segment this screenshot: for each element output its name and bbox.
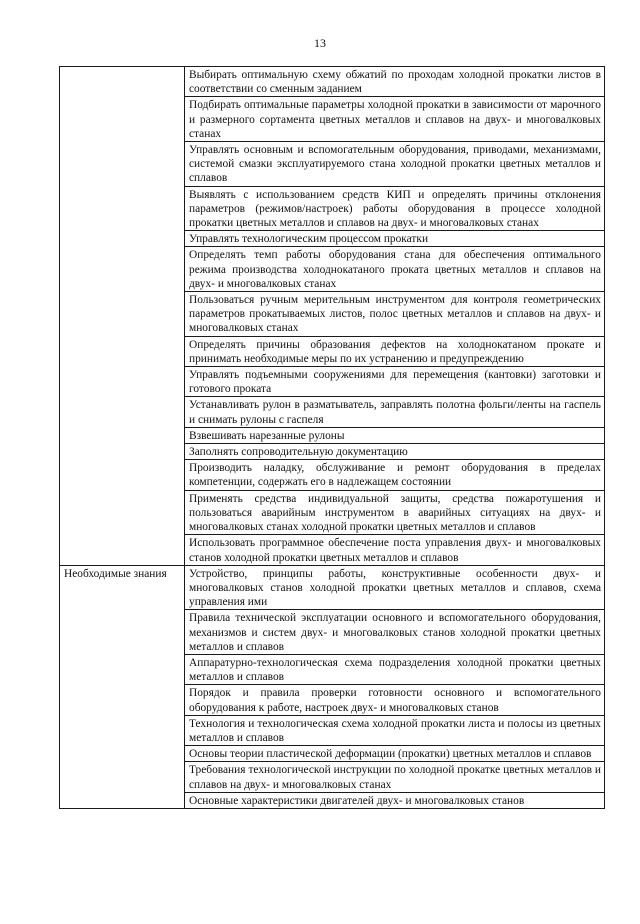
requirement-item: Определять причины образования дефектов на холоднокатаном прокате и принимать необходимые меры по их устранению и предупреждению (185, 336, 605, 366)
requirement-item: Порядок и правила проверки готовности основного и вспомогательного оборудования к работе, настроек двух- и многовалковых станов (185, 685, 605, 715)
requirement-item: Управлять подъемными сооружениями для перемещения (кантовки) заготовки и готового проката (185, 367, 605, 397)
requirement-item: Производить наладку, обслуживание и ремонт оборудования в пределах компетенции, содержать его в надлежащем состоянии (185, 460, 605, 490)
requirement-item: Выявлять с использованием средств КИП и определять причины отклонения параметров (режимов/настроек) работы оборудования в процессе холодной прокатки цветных металлов и сплавов на двух- и многовалковых станах (185, 186, 605, 231)
requirement-item: Пользоваться ручным мерительным инструментом для контроля геометрических параметров прокатываемых листов, полос цветных металлов и сплавов на двух- и многовалковых станах (185, 292, 605, 337)
requirement-item: Основы теории пластической деформации (прокатки) цветных металлов и сплавов (185, 746, 605, 762)
requirement-item: Взвешивать нарезанные рулоны (185, 427, 605, 443)
requirement-item: Определять темп работы оборудования стана для обеспечения оптимального режима производства холоднокатаного проката цветных металлов и сплавов на двух- и многовалковых станах (185, 247, 605, 292)
requirement-item: Использовать программное обеспечение поста управления двух- и многовалковых станов холодной прокатки цветных металлов и сплавов (185, 535, 605, 565)
requirement-item: Технология и технологическая схема холодной прокатки листа и полосы из цветных металлов и сплавов (185, 715, 605, 745)
section-label (60, 67, 185, 566)
table-body (60, 67, 605, 809)
requirement-item: Правила технической эксплуатации основного и вспомогательного оборудования, механизмов и систем двух- и многовалковых станов холодной прокатки цветных металлов и сплавов (185, 610, 605, 655)
requirement-item: Устройство, принципы работы, конструктивные особенности двух- и многовалковых станов холодной прокатки цветных металлов и сплавов, схема управления ими (185, 565, 605, 610)
competency-table (59, 66, 605, 809)
section-label: Необходимые знания (60, 565, 185, 808)
requirement-item: Требования технологической инструкции по холодной прокатке цветных металлов и сплавов на двух- и многовалковых станах (185, 762, 605, 792)
requirement-item: Применять средства индивидуальной защиты, средства пожаротушения и пользоваться аварийным инструментом в аварийных ситуациях на двух- и многовалковых станах холодной прокатки цветных металлов и сплавов (185, 490, 605, 535)
requirement-item: Управлять основным и вспомогательным оборудования, приводами, механизмами, системой смазки эксплуатируемого стана холодной прокатки цветных металлов и сплавов (185, 142, 605, 187)
requirement-item: Аппаратурно-технологическая схема подразделения холодной прокатки цветных металлов и сплавов (185, 654, 605, 684)
requirement-item: Заполнять сопроводительную документацию (185, 444, 605, 460)
requirement-item: Устанавливать рулон в разматыватель, заправлять полотна фольги/ленты на гаспель и снимать рулоны с гаспеля (185, 397, 605, 427)
requirement-item: Управлять технологическим процессом прокатки (185, 231, 605, 247)
requirement-item: Основные характеристики двигателей двух- и многовалковых станов (185, 792, 605, 808)
page-number: 13 (314, 36, 326, 50)
table-row (60, 565, 605, 610)
table-row (60, 67, 605, 97)
requirement-item: Подбирать оптимальные параметры холодной прокатки в зависимости от марочного и размерного сортамента цветных металлов и сплавов на двух- и многовалковых станах (185, 97, 605, 142)
requirement-item: Выбирать оптимальную схему обжатий по проходам холодной прокатки листов в соответствии со сменным заданием (185, 67, 605, 97)
